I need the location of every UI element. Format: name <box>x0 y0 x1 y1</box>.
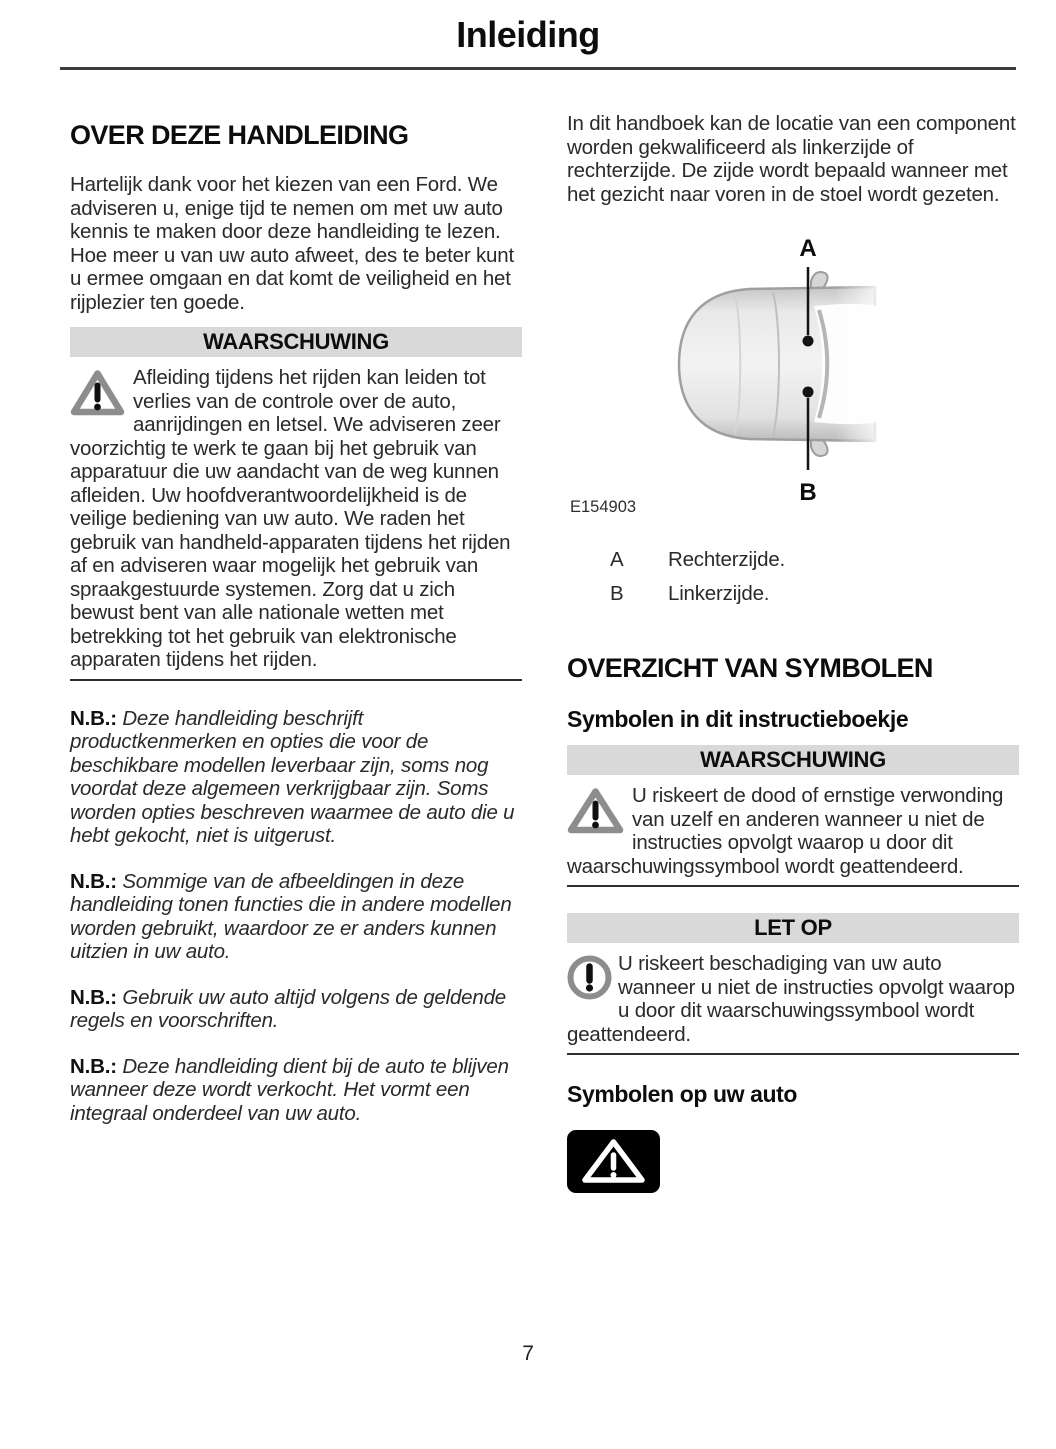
caution-banner: LET OP <box>567 913 1019 943</box>
legend-row <box>567 548 1019 572</box>
figure-code: E154903 <box>570 498 637 516</box>
right-column <box>567 112 1019 1193</box>
legend-key: A <box>610 548 624 571</box>
note-label: N.B.: <box>70 869 117 893</box>
warning-box <box>70 327 522 681</box>
legend-key: B <box>610 581 624 605</box>
figure-label-a: A <box>799 235 817 262</box>
figure-label-b: B <box>799 479 817 506</box>
note-label: N.B.: <box>70 706 117 730</box>
note-label: N.B.: <box>70 985 117 1009</box>
warning-banner: WAARSCHUWING <box>70 327 522 357</box>
warning-banner: WAARSCHUWING <box>567 745 1019 775</box>
warning-box <box>567 745 1019 887</box>
car-top-view-image <box>567 224 1019 520</box>
vehicle-warning-badge-icon <box>567 1130 660 1193</box>
warning-text: Afleiding tijdens het rijden kan leiden tot verlies van de controle over de auto, aanrijdingen en letsel. We adviseren zeer voorzichtig te werk te gaan bij het gebruik van apparatuur die uw aandacht van de weg kunnen afleiden. Uw hoofdverantwoordelijkheid is de veilige bediening van uw auto. We raden het gebruik van handheld-apparaten tijdens het rijden af en adviseren waar mogelijk het gebruik van spraakgestuurde systemen. Zorg dat u zich bewust bent van alle nationale wetten met betrekking tot het gebruik van elektronische apparaten tijdens het rijden. <box>70 366 511 671</box>
warning-triangle-icon <box>70 369 125 423</box>
figure-legend <box>567 548 1019 605</box>
legend-value: Rechterzijde. <box>668 548 786 571</box>
section-heading-over-deze-handleiding: OVER DEZE HANDLEIDING <box>70 120 409 150</box>
page-title: Inleiding <box>456 14 600 55</box>
note-label: N.B.: <box>70 1054 117 1078</box>
note-paragraph <box>70 870 522 964</box>
note-paragraph <box>70 1055 522 1126</box>
note-text: Deze handleiding beschrijft productkenmerken en opties die voor de beschikbare modellen leverbaar zijn, soms nog voordat deze algemeen verkrijgbaar zijn. Soms worden opties beschreven waarmee de auto die u hebt gekocht, niet is uitgerust. <box>70 706 515 847</box>
caution-text: U riskeert beschadiging van uw auto wanneer u niet de instructies opvolgt waarop u door dit waarschuwingssymbool wordt geattendeerd. <box>567 952 1015 1046</box>
note-text: Deze handleiding dient bij de auto te blijven wanneer deze wordt verkocht. Het vormt een integraal onderdeel van uw auto. <box>70 1054 509 1125</box>
page-footer <box>0 1342 1056 1366</box>
page-number: 7 <box>522 1342 534 1365</box>
warning-text: U riskeert de dood of ernstige verwonding van uzelf en anderen wanneer u niet de instructies opvolgt waarop u door dit waarschuwingssymbool wordt geattendeerd. <box>567 784 1004 878</box>
caution-box <box>567 913 1019 1055</box>
note-text: Sommige van de afbeeldingen in deze handleiding tonen functies die in andere modellen worden gebruikt, waardoor ze er anders kunnen uitzien in uw auto. <box>70 869 512 963</box>
subsection-symbolen-in-dit-instructieboekje: Symbolen in dit instructieboekje <box>567 706 909 732</box>
left-column <box>70 112 522 1193</box>
legend-row <box>567 582 1019 606</box>
content-columns <box>0 70 1056 1193</box>
section-heading-overzicht-van-symbolen: OVERZICHT VAN SYMBOLEN <box>567 653 933 683</box>
note-paragraph <box>70 986 522 1033</box>
subsection-symbolen-op-uw-auto: Symbolen op uw auto <box>567 1081 798 1107</box>
note-text: Gebruik uw auto altijd volgens de geldende regels en voorschriften. <box>70 985 506 1032</box>
orientation-paragraph: In dit handboek kan de locatie van een component worden gekwalificeerd als linkerzijde of rechterzijde. De zijde wordt bepaald wanneer met het gezicht naar voren in de stoel wordt gezeten. <box>567 112 1016 206</box>
note-paragraph <box>70 707 522 848</box>
legend-value: Linkerzijde. <box>668 581 770 605</box>
intro-paragraph: Hartelijk dank voor het kiezen van een Ford. We adviseren u, enige tijd te nemen om met uw auto kennis te maken door deze handleiding te lezen. Hoe meer u van uw auto afweet, des te beter kunt u ermee omgaan en dat komt de veiligheid en het rijplezier ten goede. <box>70 173 514 314</box>
car-orientation-figure <box>567 224 1019 520</box>
warning-triangle-icon <box>567 787 624 841</box>
caution-circle-exclamation-icon <box>567 955 612 1006</box>
